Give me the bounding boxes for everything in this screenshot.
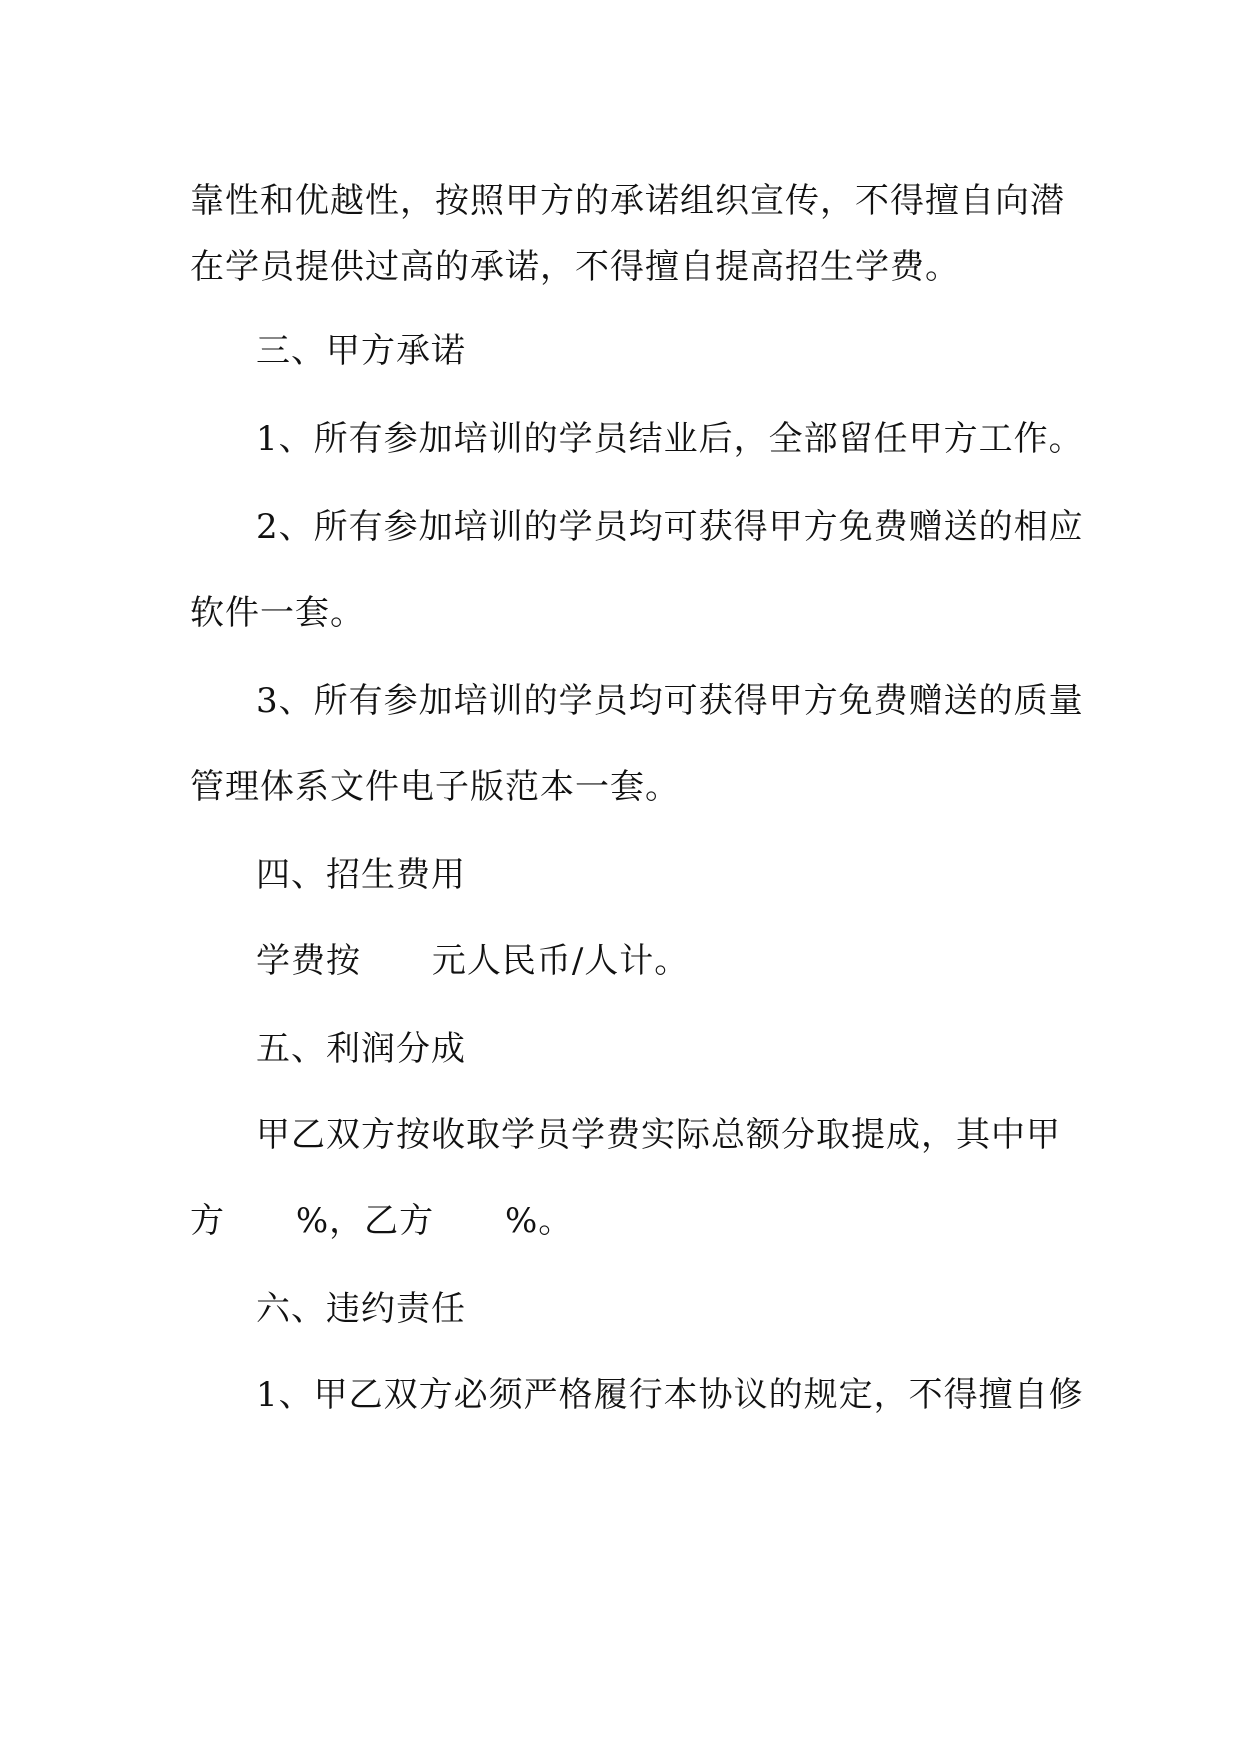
paragraph-line: 软件一套。 [190, 593, 365, 633]
list-item: 3、所有参加培训的学员均可获得甲方免费赠送的质量 [256, 681, 1084, 721]
paragraph-line: 方 %，乙方 %。 [190, 1201, 574, 1241]
section-heading: 三、甲方承诺 [256, 331, 466, 371]
paragraph-line: 靠性和优越性，按照甲方的承诺组织宣传，不得擅自向潜 [190, 181, 1065, 221]
paragraph-line: 在学员提供过高的承诺，不得擅自提高招生学费。 [190, 247, 960, 287]
section-heading: 六、违约责任 [256, 1289, 466, 1329]
paragraph-line: 学费按 元人民币/人计。 [256, 941, 690, 981]
list-item: 1、所有参加培训的学员结业后，全部留任甲方工作。 [256, 419, 1084, 459]
section-heading: 五、利润分成 [256, 1029, 466, 1069]
paragraph-line: 甲乙双方按收取学员学费实际总额分取提成，其中甲 [256, 1115, 1061, 1155]
section-heading: 四、招生费用 [256, 855, 466, 895]
list-item: 1、甲乙双方必须严格履行本协议的规定，不得擅自修 [256, 1375, 1084, 1415]
paragraph-line: 管理体系文件电子版范本一套。 [190, 767, 680, 807]
list-item: 2、所有参加培训的学员均可获得甲方免费赠送的相应 [256, 507, 1084, 547]
